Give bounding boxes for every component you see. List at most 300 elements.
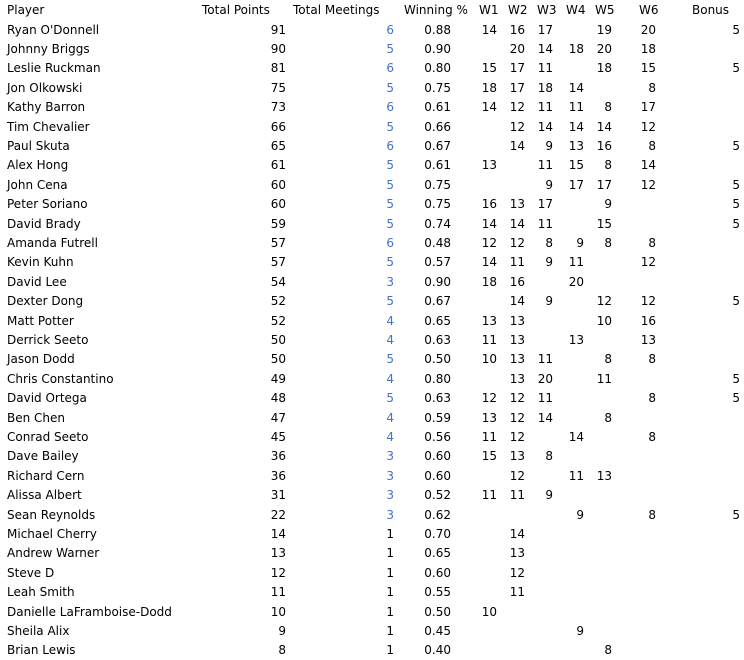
cell-bonus[interactable]	[690, 79, 740, 98]
cell-total-meetings[interactable]: 4	[386, 313, 394, 328]
cell-w5[interactable]: 14	[596, 119, 612, 134]
cell-w4[interactable]	[563, 21, 584, 40]
cell-total-meetings[interactable]: 5	[386, 255, 394, 270]
cell-w4[interactable]	[563, 59, 584, 78]
cell-w4[interactable]	[563, 409, 584, 428]
cell-winning-pct[interactable]: 0.80	[424, 61, 451, 76]
cell-total-points[interactable]: 60	[270, 197, 286, 212]
cell-w4[interactable]	[563, 370, 584, 389]
header-total-meetings[interactable]: Total Meetings	[293, 3, 380, 17]
header-winning-pct[interactable]: Winning %	[404, 3, 468, 17]
cell-w1[interactable]: 14	[481, 100, 497, 115]
cell-w3[interactable]	[532, 564, 553, 583]
cell-winning-pct[interactable]: 0.45	[424, 623, 451, 638]
cell-w3[interactable]: 14	[537, 41, 553, 56]
cell-w3[interactable]: 9	[545, 488, 553, 503]
cell-w6[interactable]: 8	[648, 352, 656, 367]
cell-w3[interactable]	[532, 331, 553, 350]
cell-player[interactable]: Dave Bailey	[7, 449, 79, 464]
cell-player[interactable]: Brian Lewis	[7, 643, 76, 658]
cell-w5[interactable]	[591, 273, 612, 292]
cell-bonus[interactable]	[690, 253, 740, 272]
cell-total-meetings[interactable]: 1	[386, 526, 394, 541]
cell-bonus[interactable]	[690, 603, 740, 622]
cell-player[interactable]: Leah Smith	[7, 585, 75, 600]
cell-w6[interactable]	[635, 641, 656, 660]
cell-w6[interactable]	[635, 603, 656, 622]
cell-bonus[interactable]: 5	[732, 391, 740, 406]
cell-w1[interactable]: 13	[481, 158, 497, 173]
cell-total-points[interactable]: 66	[270, 119, 286, 134]
cell-w1[interactable]: 18	[481, 80, 497, 95]
cell-winning-pct[interactable]: 0.60	[424, 468, 451, 483]
cell-w4[interactable]: 17	[568, 177, 584, 192]
cell-w1[interactable]: 14	[481, 22, 497, 37]
cell-w5[interactable]	[591, 486, 612, 505]
cell-w5[interactable]: 19	[596, 22, 612, 37]
cell-w2[interactable]: 16	[509, 274, 525, 289]
cell-w3[interactable]	[532, 583, 553, 602]
cell-w6[interactable]: 8	[648, 507, 656, 522]
cell-w5[interactable]: 11	[596, 371, 612, 386]
cell-w2[interactable]: 14	[509, 138, 525, 153]
cell-total-meetings[interactable]: 6	[386, 235, 394, 250]
cell-w5[interactable]: 13	[596, 468, 612, 483]
cell-w1[interactable]: 13	[481, 313, 497, 328]
cell-w1[interactable]	[474, 118, 497, 137]
cell-w3[interactable]: 17	[537, 22, 553, 37]
cell-w2[interactable]: 12	[509, 565, 525, 580]
cell-w6[interactable]: 13	[640, 332, 656, 347]
cell-w5[interactable]	[591, 564, 612, 583]
cell-total-meetings[interactable]: 3	[386, 449, 394, 464]
cell-player[interactable]: Jason Dodd	[7, 352, 75, 367]
cell-w2[interactable]: 13	[509, 546, 525, 561]
cell-total-meetings[interactable]: 6	[386, 22, 394, 37]
cell-w3[interactable]: 14	[537, 119, 553, 134]
cell-bonus[interactable]: 5	[732, 197, 740, 212]
cell-winning-pct[interactable]: 0.55	[424, 585, 451, 600]
cell-w5[interactable]	[591, 603, 612, 622]
cell-total-meetings[interactable]: 1	[386, 585, 394, 600]
cell-w3[interactable]: 18	[537, 80, 553, 95]
cell-w6[interactable]	[635, 486, 656, 505]
cell-w5[interactable]	[591, 583, 612, 602]
cell-player[interactable]: Derrick Seeto	[7, 332, 89, 347]
cell-w1[interactable]: 10	[481, 604, 497, 619]
cell-w4[interactable]: 20	[568, 274, 584, 289]
cell-bonus[interactable]	[690, 234, 740, 253]
cell-bonus[interactable]: 5	[732, 22, 740, 37]
header-bonus[interactable]: Bonus	[692, 3, 730, 17]
cell-w5[interactable]	[591, 506, 612, 525]
cell-winning-pct[interactable]: 0.57	[424, 255, 451, 270]
cell-w4[interactable]	[563, 195, 584, 214]
cell-w4[interactable]	[563, 292, 584, 311]
cell-winning-pct[interactable]: 0.75	[424, 197, 451, 212]
cell-player[interactable]: Chris Constantino	[7, 371, 114, 386]
cell-total-points[interactable]: 57	[270, 235, 286, 250]
cell-bonus[interactable]	[690, 641, 740, 660]
cell-winning-pct[interactable]: 0.52	[424, 488, 451, 503]
cell-w3[interactable]	[532, 622, 553, 641]
cell-w1[interactable]: 11	[481, 488, 497, 503]
cell-player[interactable]: Leslie Ruckman	[7, 61, 101, 76]
cell-w4[interactable]: 11	[568, 100, 584, 115]
cell-bonus[interactable]	[690, 98, 740, 117]
cell-w6[interactable]: 8	[648, 235, 656, 250]
cell-total-points[interactable]: 52	[270, 294, 286, 309]
cell-w4[interactable]: 9	[576, 235, 584, 250]
cell-w3[interactable]: 14	[537, 410, 553, 425]
cell-w2[interactable]	[504, 506, 525, 525]
cell-w2[interactable]: 12	[509, 100, 525, 115]
cell-total-points[interactable]: 11	[270, 585, 286, 600]
cell-w3[interactable]	[532, 428, 553, 447]
cell-w1[interactable]	[474, 506, 497, 525]
cell-w1[interactable]	[474, 525, 497, 544]
cell-winning-pct[interactable]: 0.90	[424, 274, 451, 289]
cell-winning-pct[interactable]: 0.74	[424, 216, 451, 231]
cell-total-meetings[interactable]: 6	[386, 100, 394, 115]
cell-w2[interactable]: 13	[509, 197, 525, 212]
cell-w5[interactable]: 20	[596, 41, 612, 56]
cell-w2[interactable]: 14	[509, 526, 525, 541]
cell-w5[interactable]: 18	[596, 61, 612, 76]
cell-total-points[interactable]: 60	[270, 177, 286, 192]
cell-w3[interactable]	[532, 312, 553, 331]
cell-w6[interactable]: 12	[640, 255, 656, 270]
cell-w5[interactable]: 10	[596, 313, 612, 328]
cell-w4[interactable]	[563, 215, 584, 234]
cell-w2[interactable]: 11	[509, 585, 525, 600]
cell-w2[interactable]	[504, 641, 525, 660]
cell-w3[interactable]: 9	[545, 255, 553, 270]
cell-w6[interactable]	[635, 447, 656, 466]
cell-bonus[interactable]	[690, 273, 740, 292]
cell-w4[interactable]	[563, 564, 584, 583]
cell-player[interactable]: David Brady	[7, 216, 81, 231]
header-w4[interactable]: W4	[566, 3, 586, 17]
cell-winning-pct[interactable]: 0.50	[424, 352, 451, 367]
cell-w6[interactable]: 8	[648, 429, 656, 444]
cell-winning-pct[interactable]: 0.63	[424, 332, 451, 347]
cell-winning-pct[interactable]: 0.40	[424, 643, 451, 658]
cell-total-points[interactable]: 59	[270, 216, 286, 231]
cell-total-points[interactable]: 36	[270, 449, 286, 464]
cell-winning-pct[interactable]: 0.61	[424, 100, 451, 115]
cell-w4[interactable]	[563, 544, 584, 563]
cell-total-points[interactable]: 73	[270, 100, 286, 115]
cell-total-points[interactable]: 8	[278, 643, 286, 658]
cell-total-points[interactable]: 61	[270, 158, 286, 173]
cell-w4[interactable]: 13	[568, 138, 584, 153]
cell-winning-pct[interactable]: 0.63	[424, 391, 451, 406]
cell-w2[interactable]: 12	[509, 410, 525, 425]
cell-player[interactable]: Sean Reynolds	[7, 507, 96, 522]
cell-w4[interactable]	[563, 603, 584, 622]
cell-w1[interactable]	[474, 467, 497, 486]
cell-w1[interactable]	[474, 370, 497, 389]
cell-w2[interactable]: 17	[509, 61, 525, 76]
cell-w3[interactable]	[532, 603, 553, 622]
cell-player[interactable]: Kathy Barron	[7, 100, 86, 115]
cell-w5[interactable]	[591, 428, 612, 447]
cell-w1[interactable]: 12	[481, 391, 497, 406]
cell-player[interactable]: Peter Soriano	[7, 197, 88, 212]
cell-w2[interactable]: 13	[509, 332, 525, 347]
cell-w1[interactable]	[474, 583, 497, 602]
cell-bonus[interactable]: 5	[732, 294, 740, 309]
cell-bonus[interactable]	[690, 312, 740, 331]
cell-w4[interactable]: 15	[568, 158, 584, 173]
cell-w4[interactable]: 11	[568, 255, 584, 270]
cell-w1[interactable]	[474, 40, 497, 59]
cell-w5[interactable]: 8	[604, 352, 612, 367]
cell-bonus[interactable]	[690, 467, 740, 486]
cell-w5[interactable]	[591, 447, 612, 466]
cell-total-points[interactable]: 47	[270, 410, 286, 425]
cell-w4[interactable]	[563, 312, 584, 331]
cell-w5[interactable]: 17	[596, 177, 612, 192]
cell-w6[interactable]: 8	[648, 80, 656, 95]
cell-total-points[interactable]: 45	[270, 429, 286, 444]
cell-total-meetings[interactable]: 1	[386, 643, 394, 658]
cell-player[interactable]: Jon Olkowski	[7, 80, 83, 95]
cell-total-meetings[interactable]: 1	[386, 565, 394, 580]
cell-w6[interactable]	[635, 525, 656, 544]
cell-player[interactable]: Ryan O'Donnell	[7, 22, 100, 37]
cell-total-meetings[interactable]: 6	[386, 61, 394, 76]
cell-total-meetings[interactable]: 6	[386, 138, 394, 153]
cell-w5[interactable]: 8	[604, 100, 612, 115]
cell-total-points[interactable]: 12	[270, 565, 286, 580]
cell-total-points[interactable]: 52	[270, 313, 286, 328]
cell-w6[interactable]: 12	[640, 119, 656, 134]
cell-total-meetings[interactable]: 1	[386, 623, 394, 638]
cell-w3[interactable]: 8	[545, 235, 553, 250]
cell-w5[interactable]: 16	[596, 138, 612, 153]
cell-w3[interactable]: 9	[545, 294, 553, 309]
cell-w4[interactable]: 14	[568, 119, 584, 134]
cell-w2[interactable]: 14	[509, 216, 525, 231]
cell-winning-pct[interactable]: 0.65	[424, 546, 451, 561]
cell-player[interactable]: Amanda Futrell	[7, 235, 98, 250]
cell-bonus[interactable]	[690, 544, 740, 563]
cell-bonus[interactable]	[690, 525, 740, 544]
cell-w2[interactable]: 17	[509, 80, 525, 95]
cell-w2[interactable]: 12	[509, 119, 525, 134]
cell-w5[interactable]: 12	[596, 294, 612, 309]
cell-winning-pct[interactable]: 0.75	[424, 80, 451, 95]
cell-bonus[interactable]: 5	[732, 138, 740, 153]
cell-winning-pct[interactable]: 0.80	[424, 371, 451, 386]
cell-total-points[interactable]: 36	[270, 468, 286, 483]
cell-w4[interactable]	[563, 350, 584, 369]
cell-player[interactable]: Matt Potter	[7, 313, 74, 328]
cell-w2[interactable]: 13	[509, 449, 525, 464]
cell-w6[interactable]: 17	[640, 100, 656, 115]
cell-w4[interactable]: 11	[568, 468, 584, 483]
header-w5[interactable]: W5	[595, 3, 615, 17]
header-w1[interactable]: W1	[479, 3, 499, 17]
cell-w4[interactable]	[563, 641, 584, 660]
cell-bonus[interactable]	[690, 409, 740, 428]
cell-w3[interactable]: 20	[537, 371, 553, 386]
cell-total-points[interactable]: 75	[270, 80, 286, 95]
cell-player[interactable]: Johnny Briggs	[7, 41, 90, 56]
cell-w5[interactable]: 15	[596, 216, 612, 231]
cell-total-meetings[interactable]: 3	[386, 488, 394, 503]
cell-w3[interactable]: 9	[545, 177, 553, 192]
cell-player[interactable]: Richard Cern	[7, 468, 85, 483]
cell-w2[interactable]: 11	[509, 255, 525, 270]
cell-bonus[interactable]	[690, 583, 740, 602]
cell-w6[interactable]: 20	[640, 22, 656, 37]
cell-w4[interactable]: 13	[568, 332, 584, 347]
cell-total-meetings[interactable]: 4	[386, 410, 394, 425]
cell-w4[interactable]: 9	[576, 623, 584, 638]
cell-total-points[interactable]: 49	[270, 371, 286, 386]
cell-total-points[interactable]: 9	[278, 623, 286, 638]
cell-total-points[interactable]: 50	[270, 352, 286, 367]
cell-winning-pct[interactable]: 0.88	[424, 22, 451, 37]
cell-total-points[interactable]: 50	[270, 332, 286, 347]
cell-total-points[interactable]: 22	[270, 507, 286, 522]
cell-winning-pct[interactable]: 0.59	[424, 410, 451, 425]
cell-w2[interactable]: 13	[509, 371, 525, 386]
cell-w1[interactable]: 14	[481, 255, 497, 270]
cell-total-meetings[interactable]: 1	[386, 546, 394, 561]
cell-w6[interactable]	[635, 583, 656, 602]
cell-w6[interactable]	[635, 409, 656, 428]
cell-w6[interactable]	[635, 564, 656, 583]
cell-w3[interactable]	[532, 641, 553, 660]
cell-bonus[interactable]	[690, 118, 740, 137]
cell-w6[interactable]: 8	[648, 138, 656, 153]
cell-w1[interactable]: 15	[481, 61, 497, 76]
header-w6[interactable]: W6	[639, 3, 659, 17]
cell-player[interactable]: David Lee	[7, 274, 67, 289]
cell-w3[interactable]	[532, 544, 553, 563]
cell-winning-pct[interactable]: 0.56	[424, 429, 451, 444]
cell-w2[interactable]: 20	[509, 41, 525, 56]
cell-bonus[interactable]	[690, 350, 740, 369]
cell-winning-pct[interactable]: 0.61	[424, 158, 451, 173]
cell-w2[interactable]: 13	[509, 352, 525, 367]
cell-total-points[interactable]: 13	[270, 546, 286, 561]
cell-total-points[interactable]: 90	[270, 41, 286, 56]
cell-w4[interactable]	[563, 486, 584, 505]
cell-w1[interactable]	[474, 641, 497, 660]
cell-total-meetings[interactable]: 4	[386, 371, 394, 386]
cell-player[interactable]: Danielle LaFramboise-Dodd	[7, 604, 172, 619]
cell-w4[interactable]: 14	[568, 429, 584, 444]
cell-w3[interactable]	[532, 273, 553, 292]
cell-w5[interactable]	[591, 525, 612, 544]
cell-w2[interactable]: 16	[509, 22, 525, 37]
cell-bonus[interactable]	[690, 428, 740, 447]
cell-w1[interactable]	[474, 622, 497, 641]
cell-w2[interactable]: 12	[509, 468, 525, 483]
cell-w2[interactable]: 12	[509, 429, 525, 444]
cell-total-meetings[interactable]: 5	[386, 119, 394, 134]
cell-w5[interactable]: 8	[604, 410, 612, 425]
cell-winning-pct[interactable]: 0.70	[424, 526, 451, 541]
cell-bonus[interactable]	[690, 331, 740, 350]
cell-player[interactable]: John Cena	[7, 177, 68, 192]
cell-winning-pct[interactable]: 0.50	[424, 604, 451, 619]
cell-w3[interactable]: 11	[537, 391, 553, 406]
cell-w6[interactable]: 14	[640, 158, 656, 173]
cell-player[interactable]: Ben Chen	[7, 410, 66, 425]
cell-winning-pct[interactable]: 0.67	[424, 294, 451, 309]
cell-winning-pct[interactable]: 0.48	[424, 235, 451, 250]
cell-total-meetings[interactable]: 5	[386, 216, 394, 231]
cell-w5[interactable]: 8	[604, 643, 612, 658]
cell-w3[interactable]: 11	[537, 158, 553, 173]
cell-total-points[interactable]: 91	[270, 22, 286, 37]
cell-w2[interactable]: 11	[509, 488, 525, 503]
cell-w6[interactable]: 15	[640, 61, 656, 76]
cell-w3[interactable]: 11	[537, 100, 553, 115]
cell-total-points[interactable]: 57	[270, 255, 286, 270]
cell-player[interactable]: Andrew Warner	[7, 546, 100, 561]
header-w2[interactable]: W2	[508, 3, 528, 17]
cell-bonus[interactable]: 5	[732, 507, 740, 522]
header-w3[interactable]: W3	[537, 3, 557, 17]
cell-w5[interactable]	[591, 253, 612, 272]
cell-player[interactable]: Conrad Seeto	[7, 429, 89, 444]
cell-w1[interactable]	[474, 137, 497, 156]
cell-w1[interactable]: 10	[481, 352, 497, 367]
cell-total-points[interactable]: 81	[270, 61, 286, 76]
cell-w4[interactable]	[563, 389, 584, 408]
cell-player[interactable]: Tim Chevalier	[7, 119, 90, 134]
cell-bonus[interactable]: 5	[732, 177, 740, 192]
cell-total-meetings[interactable]: 5	[386, 352, 394, 367]
cell-w1[interactable]	[474, 564, 497, 583]
cell-total-points[interactable]: 10	[270, 604, 286, 619]
cell-player[interactable]: Kevin Kuhn	[7, 255, 74, 270]
cell-w1[interactable]: 14	[481, 216, 497, 231]
cell-w3[interactable]	[532, 525, 553, 544]
cell-bonus[interactable]	[690, 564, 740, 583]
cell-w5[interactable]	[591, 389, 612, 408]
cell-w1[interactable]: 18	[481, 274, 497, 289]
cell-w6[interactable]	[635, 215, 656, 234]
cell-w6[interactable]: 18	[640, 41, 656, 56]
cell-total-meetings[interactable]: 3	[386, 274, 394, 289]
cell-player[interactable]: Sheila Alix	[7, 623, 70, 638]
cell-total-meetings[interactable]: 5	[386, 197, 394, 212]
cell-player[interactable]: Steve D	[7, 565, 55, 580]
cell-w2[interactable]	[504, 603, 525, 622]
cell-w3[interactable]: 17	[537, 197, 553, 212]
cell-player[interactable]: Dexter Dong	[7, 294, 84, 309]
cell-total-meetings[interactable]: 5	[386, 158, 394, 173]
cell-w6[interactable]: 12	[640, 294, 656, 309]
header-total-points[interactable]: Total Points	[202, 3, 270, 17]
cell-w2[interactable]: 12	[509, 235, 525, 250]
cell-player[interactable]: Alissa Albert	[7, 488, 82, 503]
cell-w1[interactable]	[474, 292, 497, 311]
cell-total-meetings[interactable]: 3	[386, 468, 394, 483]
cell-winning-pct[interactable]: 0.60	[424, 565, 451, 580]
cell-total-meetings[interactable]: 5	[386, 41, 394, 56]
cell-w6[interactable]	[635, 273, 656, 292]
cell-total-meetings[interactable]: 5	[386, 391, 394, 406]
